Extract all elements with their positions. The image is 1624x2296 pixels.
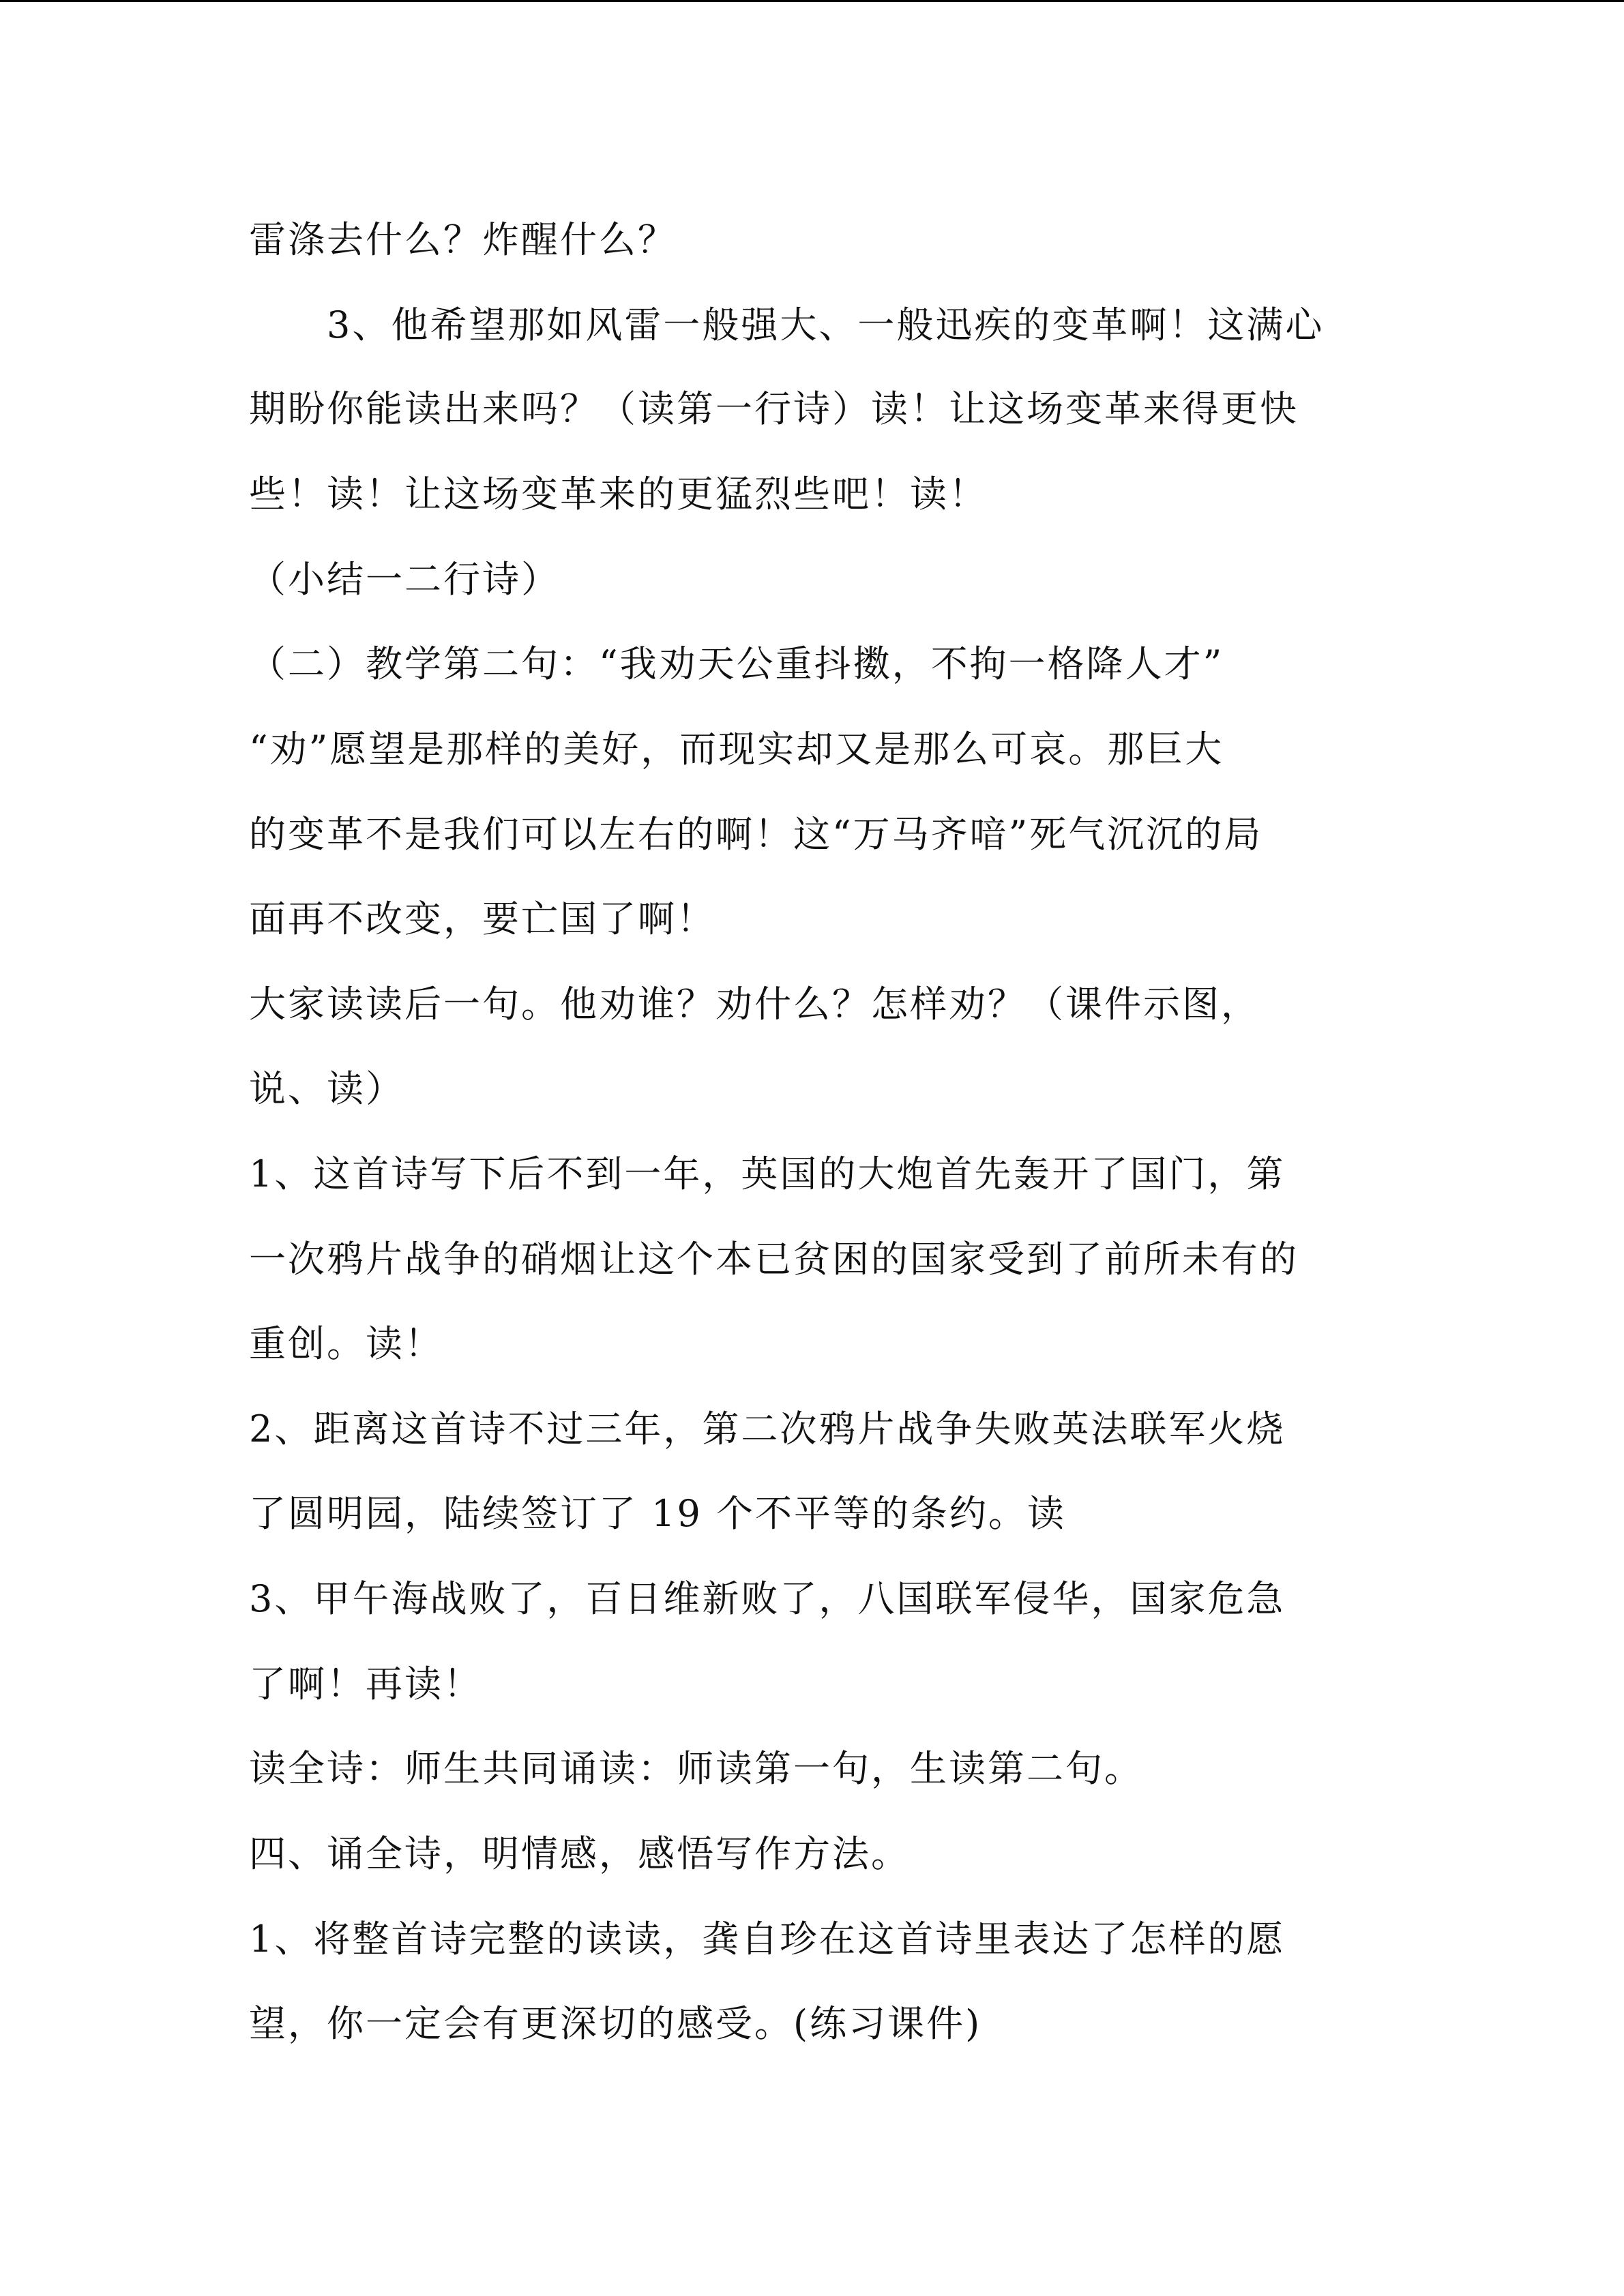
text-line-16: 了圆明园，陆续签订了 19 个不平等的条约。读 xyxy=(249,1492,1067,1535)
text-line-13: 一次鸦片战争的硝烟让这个本已贫困的国家受到了前所未有的 xyxy=(249,1238,1299,1281)
section-heading-4: 四、诵全诗，明情感，感悟写作方法。 xyxy=(249,1832,910,1875)
text-line-12: 1、这首诗写下后不到一年，英国的大炮首先轰开了国门，第 xyxy=(249,1152,1286,1195)
text-line-8: 的变革不是我们可以左右的啊！这“万马齐喑”死气沉沉的局 xyxy=(249,813,1263,856)
text-line-18: 了啊！再读！ xyxy=(249,1663,482,1705)
text-line-5: （小结一二行诗） xyxy=(249,558,560,601)
text-line-2: 3、他希望那如风雷一般强大、一般迅疾的变革啊！这满心 xyxy=(249,303,1325,346)
text-line-14: 重创。读！ xyxy=(249,1322,443,1365)
text-line-3: 期盼你能读出来吗？（读第一行诗）读！让这场变革来得更快 xyxy=(249,387,1299,430)
text-line-7: “劝”愿望是那样的美好，而现实却又是那么可哀。那巨大 xyxy=(249,728,1224,771)
top-border-line xyxy=(0,0,1624,2)
text-line-15: 2、距离这首诗不过三年，第二次鸦片战争失败英法联军火烧 xyxy=(249,1407,1286,1450)
text-line-17: 3、甲午海战败了，百日维新败了，八国联军侵华，国家危急 xyxy=(249,1577,1286,1620)
text-line-22: 望，你一定会有更深切的感受。(练习课件) xyxy=(249,2002,982,2045)
text-line-11: 说、读） xyxy=(249,1067,404,1110)
text-line-4: 些！读！让这场变革来的更猛烈些吧！读！ xyxy=(249,473,988,516)
section-heading-2: （二）教学第二句：“我劝天公重抖擞，不拘一格降人才” xyxy=(249,642,1224,685)
text-line-1: 雷涤去什么？炸醒什么？ xyxy=(249,218,677,261)
text-line-9: 面再不改变，要亡国了啊！ xyxy=(249,897,715,940)
text-line-21: 1、将整首诗完整的读读，龚自珍在这首诗里表达了怎样的愿 xyxy=(249,1918,1286,1960)
text-line-10: 大家读读后一句。他劝谁？劝什么？怎样劝？（课件示图， xyxy=(249,983,1260,1026)
text-line-19: 读全诗：师生共同诵读：师读第一句，生读第二句。 xyxy=(249,1747,1143,1790)
